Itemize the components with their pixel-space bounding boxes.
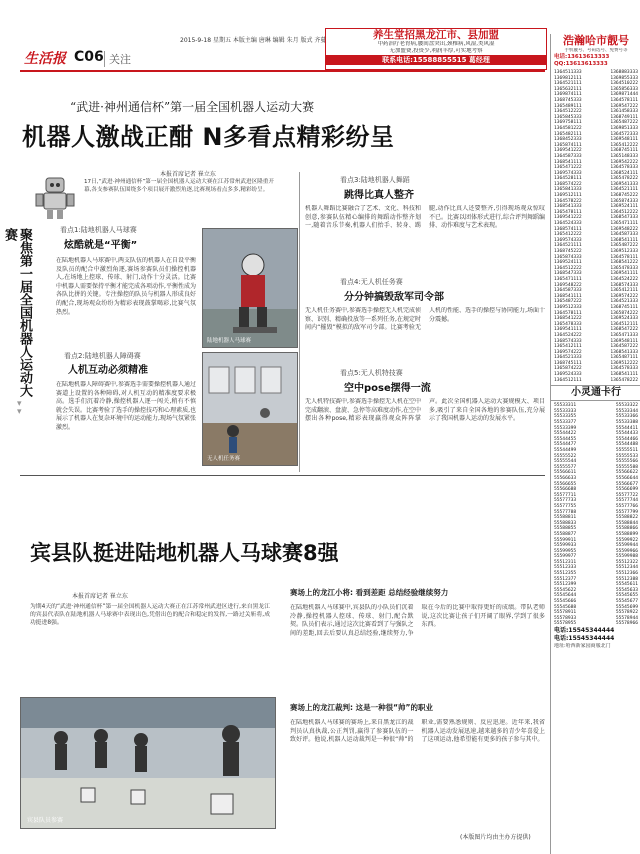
phone-number-number: 1364578111 xyxy=(554,310,582,316)
card-number-number: 55566622 xyxy=(615,470,638,476)
phone-number-number: 1364524222 xyxy=(610,276,638,282)
card-number-number: 55533333 xyxy=(554,408,577,414)
phone-number-number: 1364512222 xyxy=(610,209,638,215)
story2-byline: 本报首席记者 崔立东 xyxy=(72,593,128,600)
phone-number-number: 1364587333 xyxy=(554,153,582,159)
story1-s4-title: 分分钟搞毁敌军司令部 xyxy=(344,292,444,303)
phone-number-number: 1364578111 xyxy=(610,97,638,103)
card-number-number: 55577799 xyxy=(615,509,638,515)
phone-number-number: 1369851333 xyxy=(610,125,638,131)
phone-number-number: 1364578333 xyxy=(610,165,638,171)
card-number-number: 55512333 xyxy=(554,565,577,571)
card-number-number: 55588833 xyxy=(554,520,577,526)
card-number-number: 55545666 xyxy=(554,599,577,605)
photo-credit: (本版图片均由主办方提供) xyxy=(460,834,531,841)
card-number-number: 55578955 xyxy=(554,621,577,627)
card-number-number: 55578933 xyxy=(554,615,577,621)
number-list-2 xyxy=(551,401,640,627)
story1-intro: 17日,“武进·神州通信杯”第一届全国机器人运动大赛在江苏常州武进区隆重开幕,各支参赛队伍围绕多个项目展开激烈角逐,比赛现场看点多多,精彩纷呈。 xyxy=(84,179,274,193)
phone-number-number: 1365874111 xyxy=(554,142,582,148)
phone-number-number: 1368541111 xyxy=(610,372,638,378)
card-number-number: 55545622 xyxy=(554,587,577,593)
card-number-number: 55578944 xyxy=(615,615,638,621)
phone-number-number: 1368541111 xyxy=(554,159,582,165)
phone-number-number: 1365471222 xyxy=(554,165,582,171)
card-number-number: 55555566 xyxy=(615,459,638,465)
card-number-number: 55588855 xyxy=(554,526,577,532)
phone-number-number: 1369874111 xyxy=(554,92,582,98)
card-number-number: 55588822 xyxy=(615,515,638,521)
phone-number-number: 1365478333 xyxy=(554,321,582,327)
phone-number-number: 1369548222 xyxy=(554,282,582,288)
story1-s1-text: 在陆地机器人马球赛中,两支队伍的机器人在自设平衡及队员的配合中激烈角逐,赛场参赛队员们操控机器人,在场地上控球、传球、射门,动作十分灵活。比赛中机器人需要保持平衡才能完成各项动作,平衡性成为各队比拼的关键。专注操控的队员与机器人形成良好的配合,现场观众纷纷为精彩表现鼓掌喝彩,比赛气氛热烈。 xyxy=(56,257,196,316)
card-number-number: 55599966 xyxy=(615,548,638,554)
phone-number-number: 1368883333 xyxy=(610,70,638,75)
phone-number-number: 1368541111 xyxy=(610,237,638,243)
card-number-number: 55555522 xyxy=(554,453,577,459)
phone-number-number: 1365478222 xyxy=(610,377,638,383)
phone-number-number: 1368745222 xyxy=(610,193,638,199)
phone-number-number: 1369574222 xyxy=(610,293,638,299)
card-number-number: 55545677 xyxy=(615,599,638,605)
phone-number-number: 1369512333 xyxy=(554,304,582,310)
phone-number-number: 1368574111 xyxy=(554,226,582,232)
card-number-number: 55577766 xyxy=(615,503,638,509)
card-number-number: 55588899 xyxy=(615,531,638,537)
story1-s1-title: 炫酷就是“平衡” xyxy=(64,240,138,251)
phone-number-number: 1364587333 xyxy=(554,288,582,294)
card-number-number: 55599933 xyxy=(554,543,577,549)
card-number-number: 55588866 xyxy=(615,526,638,532)
phone-number-number: 1364587333 xyxy=(610,232,638,238)
phone-number-number: 1364587222 xyxy=(610,344,638,350)
card-number-number: 55512311 xyxy=(554,559,577,565)
story1-photo1-caption: 陆地机器人马球赛 xyxy=(207,338,252,344)
card-number-number: 55512377 xyxy=(554,576,577,582)
phone-number-number: 1364512111 xyxy=(610,321,638,327)
card-number-number: 55512399 xyxy=(554,582,577,588)
card-number-number: 55555588 xyxy=(615,464,638,470)
phone-number-number: 1368749111 xyxy=(610,114,638,120)
card-number-number: 55566677 xyxy=(615,481,638,487)
story2-sub2-text-body: 在陆地机器人马球赛的赛场上,来自黑龙江的裁判员认真执裁,公正判罚,赢得了参赛队伍的一致好评。他说,机器人运动裁判是一种很“帅”的职业,需要熟悉规则、反应迅速。近年来,我省机器人运动发展迅速,越来越多的青少年喜爱上了这项运动,他希望能有更多的孩子参与其中。 xyxy=(290,719,545,744)
phone-number-number: 1365412222 xyxy=(554,232,582,238)
story1-side-title: 聚焦第一届全国机器人运动大赛 xyxy=(2,228,32,397)
card-number-number: 55577711 xyxy=(554,492,577,498)
phone-number-number: 1364521333 xyxy=(554,355,582,361)
phone-number-number: 1368745111 xyxy=(554,360,582,366)
story1-kicker: “武进·神州通信杯”第一届全国机器人运动大赛 xyxy=(70,100,315,114)
card-number-number: 55577744 xyxy=(615,498,638,504)
side-ad-qq-row xyxy=(551,61,640,68)
story2-sub1 xyxy=(290,587,448,598)
section-name: 关注 xyxy=(104,51,131,67)
card-number-number: 55566611 xyxy=(554,470,577,476)
story2-lead: 为期4天的“武进·神州通信杯”第一届全国机器人运动大赛正在江苏常州武进区进行,来自黑龙江的宾县代表队在陆地机器人马球赛中表现出色,凭借出色的配合和稳定的发挥,一路过关斩将,成功挺进8强。 xyxy=(30,604,270,626)
card-number-number: 55577722 xyxy=(615,492,638,498)
phone-number-number: 1365471111 xyxy=(554,276,582,282)
phone-number-number: 1364524333 xyxy=(554,221,582,227)
phone-number-number: 1369512222 xyxy=(610,360,638,366)
card-number-number: 55577788 xyxy=(554,509,577,515)
phone-number-number: 1369548222 xyxy=(610,226,638,232)
card-number-number: 55578911 xyxy=(554,610,577,616)
card-number-number: 55599988 xyxy=(615,554,638,560)
story1-s3-kicker: 看点3:陆地机器人舞蹈 xyxy=(340,176,410,184)
card-number-number: 55588811 xyxy=(554,515,577,521)
phone-number-number: 1364521111 xyxy=(554,243,582,249)
phone-number-number: 1369574333 xyxy=(554,170,582,176)
card-number-number: 55577733 xyxy=(554,498,577,504)
phone-number-number: 1368547333 xyxy=(554,271,582,277)
phone-number-number: 1368574222 xyxy=(554,181,582,187)
phone-number-number: 1364521333 xyxy=(610,299,638,305)
story1-s2-text: 在陆地机器人障碍赛中,参赛选手需要操控机器人通过赛道上设置的各种障碍,对人机互动的精准度要求极高。选手们沉着冷静,操控机器人逐一闯关,稍有不慎就会失误。比赛考验了选手的操控技巧和心理素质,也展示了机器人在复杂环境中的运动能力,现场气氛紧张激烈。 xyxy=(56,381,196,431)
card-number-number: 55544422 xyxy=(554,431,577,437)
phone-number-number: 1369541111 xyxy=(610,271,638,277)
phone-number-number: 1368745111 xyxy=(610,148,638,154)
story1-s2-kicker: 看点2:陆地机器人障碍赛 xyxy=(64,352,141,360)
phone-number-number: 1364512222 xyxy=(554,109,582,115)
card-number-number: 55599922 xyxy=(615,537,638,543)
newspaper-logo: 生活报 xyxy=(24,51,66,67)
story-divider xyxy=(20,475,545,476)
card-number-number: 55545644 xyxy=(554,593,577,599)
card-number-number: 55577755 xyxy=(554,503,577,509)
card-number-number: 55544499 xyxy=(554,448,577,453)
phone-number-number: 1369542222 xyxy=(610,159,638,165)
story1-byline: 本报首席记者 崔立东 xyxy=(160,171,216,178)
side-ad-phone2: 13613613333 xyxy=(565,61,608,67)
phone-number-number: 1365412222 xyxy=(610,142,638,148)
phone-number-number: 1368452333 xyxy=(554,137,582,143)
card-number-number: 55566633 xyxy=(554,475,577,481)
card-number-number: 55555533 xyxy=(615,453,638,459)
phone-number-number: 1365874222 xyxy=(554,366,582,372)
card-number-number: 55599977 xyxy=(554,554,577,560)
story1-s2-title: 人机互动必须精准 xyxy=(68,365,148,376)
story2-sub1-text-body: 在陆地机器人马球赛中,宾县队的小队员们沉着冷静,操控机器人控球、传球、射门,配合默契。队员们表示,通过这次比赛看到了与强队之间的差距,回去后要认真总结经验,继续努力,争取在今后的比赛中取得更好的成绩。带队老师说,这次比赛让孩子们开阔了眼界,学到了很多东西。 xyxy=(290,604,545,637)
phone-number-number: 1365148333 xyxy=(610,153,638,159)
phone-number-number: 1369855333 xyxy=(610,75,638,81)
story2-sub2 xyxy=(290,702,433,713)
card-number-number: 55545611 xyxy=(615,582,638,588)
phone-number-number: 1365845333 xyxy=(554,114,582,120)
phone-number-number: 1365471333 xyxy=(610,332,638,338)
masthead-rule xyxy=(20,70,545,72)
card-number-number: 55533366 xyxy=(615,414,638,420)
phone-number-number: 1369574222 xyxy=(554,349,582,355)
card-number-number: 55533388 xyxy=(615,420,638,426)
story1-s3-text: 机器人舞蹈比赛融合了艺术、文化、科技和创意,参赛队伍精心编排的舞蹈动作整齐划一,随着音乐节奏,机器人们抬手、转身、踢腿,动作比真人还要整齐,引得现场观众惊叹不已。比赛以团体形式进行,综合评判舞蹈编排、动作难度与艺术表现。 xyxy=(305,205,545,230)
phone-number-number: 1368541222 xyxy=(554,316,582,322)
card-number-number: 55545688 xyxy=(554,604,577,610)
top-ad-line1: 中药治疗老胃病,腰间盘突出,颈椎病,风湿,类风湿 xyxy=(377,41,495,47)
phone-number-number: 1364578333 xyxy=(610,366,638,372)
side-ad-contact1: 电话:15545344444 xyxy=(554,627,615,634)
phone-number-number: 1368547333 xyxy=(610,215,638,221)
phone-number-number: 1361458333 xyxy=(610,109,638,115)
phone-number-number: 1369512333 xyxy=(610,249,638,254)
phone-number-row xyxy=(554,378,638,384)
phone-number-number: 1365489111 xyxy=(554,103,582,109)
phone-number-number: 1365478222 xyxy=(610,176,638,182)
phone-number-number: 1365487222 xyxy=(610,120,638,126)
phone-number-number: 1369541222 xyxy=(554,215,582,221)
phone-number-number: 1365874222 xyxy=(610,310,638,316)
top-advertisement xyxy=(325,28,547,70)
phone-number-number: 1365874333 xyxy=(610,198,638,204)
card-number-number: 55533344 xyxy=(615,408,638,414)
card-number-number: 55566655 xyxy=(554,481,577,487)
story1-s1-kicker: 看点1:陆地机器人马球赛 xyxy=(60,226,137,234)
card-number-number: 55545699 xyxy=(615,604,638,610)
phone-number-number: 1369524111 xyxy=(554,260,582,266)
phone-number-number: 1369758111 xyxy=(554,120,582,126)
card-number-number: 55533399 xyxy=(554,425,577,431)
story2-sub1-text: 赛场上的龙江小将: 看到差距 总结经验继续努力 xyxy=(290,588,449,597)
phone-number-number: 1365412111 xyxy=(554,344,582,350)
story1-s4-kicker: 看点4:无人机任务赛 xyxy=(340,278,403,286)
card-number-number: 55512344 xyxy=(615,565,638,571)
phone-number-number: 1369541222 xyxy=(554,148,582,154)
card-number-number: 55545633 xyxy=(615,587,638,593)
top-ad-title: 养生堂招黑龙江市、县加盟 xyxy=(373,29,499,41)
phone-number-number: 1369574333 xyxy=(554,237,582,243)
card-number-number: 55544466 xyxy=(615,436,638,442)
robot-illustration xyxy=(30,172,80,220)
phone-number-number: 1365487222 xyxy=(610,243,638,249)
phone-number-number: 1364524222 xyxy=(554,332,582,338)
phone-number-number: 1365632111 xyxy=(554,86,582,92)
phone-number-number: 1368745222 xyxy=(554,249,582,254)
side-ad-phone-row xyxy=(551,54,640,61)
number-list xyxy=(551,68,640,383)
card-number-number: 55599911 xyxy=(554,537,577,543)
phone-number-number: 1365412111 xyxy=(610,288,638,294)
phone-number-number: 1365482111 xyxy=(554,131,582,137)
card-number-number: 55545655 xyxy=(615,593,638,599)
side-ad-phone-label2: QQ: xyxy=(554,61,566,67)
phone-number-number: 1365471111 xyxy=(610,221,638,227)
side-ad-address: 地址:哈西新家园商服北门 xyxy=(554,643,611,649)
story1-s5-kicker: 看点5:无人机特技赛 xyxy=(340,369,403,377)
card-number-number: 55512355 xyxy=(554,571,577,577)
phone-number-number: 1368541222 xyxy=(610,260,638,266)
phone-number-number: 1364578222 xyxy=(554,198,582,204)
card-number-number: 55512388 xyxy=(615,576,638,582)
phone-number-number: 1369524111 xyxy=(610,204,638,210)
card-number-number: 55512322 xyxy=(615,559,638,565)
side-ad-column xyxy=(550,34,640,854)
phone-number-number: 1368524111 xyxy=(610,170,638,176)
side-title-arrows: ▾ ▾ xyxy=(17,399,22,417)
phone-number-number: 1369812111 xyxy=(554,75,582,81)
phone-number-number: 1369871444 xyxy=(610,92,638,98)
phone-number-number: 1364511333 xyxy=(554,70,582,75)
story1-s5-title: 空中pose摆得一流 xyxy=(344,383,431,394)
card-number-number: 55578922 xyxy=(615,610,638,616)
side-ad-phone-label1: 电话: xyxy=(554,54,568,60)
phone-number-number: 1364512222 xyxy=(554,265,582,271)
story1-s4-text: 无人机任务赛中,参赛选手操控无人机完成侦察、识别、精确投放等一系列任务,在规定时间内“摧毁”模拟的敌军司令部。比赛考验无人机的性能、选手的操控与协同能力,场面十分震撼。 xyxy=(305,307,545,332)
phone-number-number: 1368541333 xyxy=(610,349,638,355)
card-number-number: 55533322 xyxy=(615,403,638,409)
card-number-number: 55555511 xyxy=(615,448,638,453)
phone-number-number: 1369541333 xyxy=(610,181,638,187)
phone-number-number: 1369524333 xyxy=(554,372,582,378)
story1-s5-text: 无人机特技赛中,参赛选手操控无人机在空中完成翻滚、盘旋、急停等高难度动作,在空中摆出各种pose,精彩表现赢得观众阵阵掌声。此次全国机器人运动大赛规模大、项目多,吸引了来自全国各地的参赛队伍,充分展示了我国机器人运动的发展水平。 xyxy=(305,398,545,423)
phone-number-number: 1364521111 xyxy=(554,81,582,87)
phone-number-number: 1365874333 xyxy=(554,254,582,260)
top-ad-line2: 无加盟费,投资少,利润丰厚,可实地考察 xyxy=(389,48,483,54)
phone-number-number: 1364528111 xyxy=(554,176,582,182)
card-number-number: 55555577 xyxy=(554,464,577,470)
card-number-number: 55588877 xyxy=(554,531,577,537)
side-ad-phone1: 13613613333 xyxy=(567,54,610,60)
phone-number-number: 1364510222 xyxy=(610,81,638,87)
card-number-number: 55544411 xyxy=(615,425,638,431)
phone-number-number: 1364581222 xyxy=(554,125,582,131)
phone-number-number: 1365478111 xyxy=(554,209,582,215)
card-number-number: 55566644 xyxy=(615,475,638,481)
card-number-number: 55512366 xyxy=(615,571,638,577)
story1-photo2-caption: 无人机任务赛 xyxy=(207,456,241,462)
story2-photo xyxy=(20,697,276,829)
card-number-number: 55566699 xyxy=(615,487,638,493)
section-code: C06 xyxy=(74,49,104,65)
side-ad-sub: 手机靓号、号码选号、免费号等 xyxy=(564,48,628,53)
column-divider xyxy=(299,172,300,472)
top-ad-phone: 联系电话:15588855515 葛经理 xyxy=(326,55,546,65)
card-number-number: 55544477 xyxy=(554,442,577,448)
phone-number-number: 1365856333 xyxy=(610,86,638,92)
phone-number-number: 1369541111 xyxy=(554,327,582,333)
phone-number-number: 1368541333 xyxy=(554,204,582,210)
phone-number-number: 1365841333 xyxy=(554,187,582,193)
card-number-number: 55533377 xyxy=(554,420,577,426)
phone-number-number: 1368541111 xyxy=(554,293,582,299)
side-ad-contact2: 电话:15545344444 xyxy=(554,635,615,642)
card-number-number: 55544455 xyxy=(554,436,577,442)
card-number-number: 55588844 xyxy=(615,520,638,526)
story2-photo-caption: 宾县队员参赛 xyxy=(27,817,64,824)
card-number-number: 55533311 xyxy=(554,403,577,409)
phone-number-number: 1364578111 xyxy=(610,254,638,260)
card-number-number: 55599944 xyxy=(615,543,638,549)
phone-number-number: 1364521111 xyxy=(610,187,638,193)
phone-number-number: 1364512111 xyxy=(554,377,582,383)
card-number-number: 55544433 xyxy=(615,431,638,437)
story1-photo1 xyxy=(202,228,298,348)
card-number-number: 55566688 xyxy=(554,487,577,493)
phone-number-number: 1365478333 xyxy=(610,265,638,271)
card-number-number: 55555544 xyxy=(554,459,577,465)
phone-number-number: 1369547222 xyxy=(610,103,638,109)
phone-number-number: 1368547222 xyxy=(610,327,638,333)
phone-number-number: 1369548111 xyxy=(610,338,638,344)
story1-photo2 xyxy=(202,352,298,466)
phone-number-number: 1369524333 xyxy=(610,316,638,322)
story1-s3-title: 跳得比真人整齐 xyxy=(344,190,414,201)
phone-number-number: 1365487111 xyxy=(610,355,638,361)
card-number-number: 55599955 xyxy=(554,548,577,554)
phone-number-number: 1365487222 xyxy=(554,299,582,305)
story2-headline: 宾县队挺进陆地机器人马球赛8强 xyxy=(30,541,339,565)
side-ad-title: 浩瀚哈市靓号 xyxy=(563,34,629,47)
phone-number-number: 1368574333 xyxy=(610,282,638,288)
story2-sub2-text: 赛场上的龙江裁判: 这是一种很“帅”的职业 xyxy=(290,703,433,712)
phone-number-number: 1369512111 xyxy=(554,193,582,199)
phone-number-number: 1368745111 xyxy=(610,304,638,310)
phone-number-number: 1368745333 xyxy=(554,97,582,103)
card-number-number: 55533355 xyxy=(554,414,577,420)
card-number-number: 55578966 xyxy=(615,621,638,627)
phone-number-number: 1364572333 xyxy=(610,131,638,137)
phone-number-number: 1369548111 xyxy=(610,137,638,143)
phone-number-number: 1368574333 xyxy=(554,338,582,344)
date-line: 2015-9-18 星期五 本版主编 唐琳 编辑 朱月 版式 齐蔓 xyxy=(180,37,327,44)
card-number-number: 55544488 xyxy=(615,442,638,448)
story1-headline: 机器人激战正酣 N多看点精彩纷呈 xyxy=(22,123,395,151)
side-ad-title2: 小灵通卡行 xyxy=(551,385,640,401)
